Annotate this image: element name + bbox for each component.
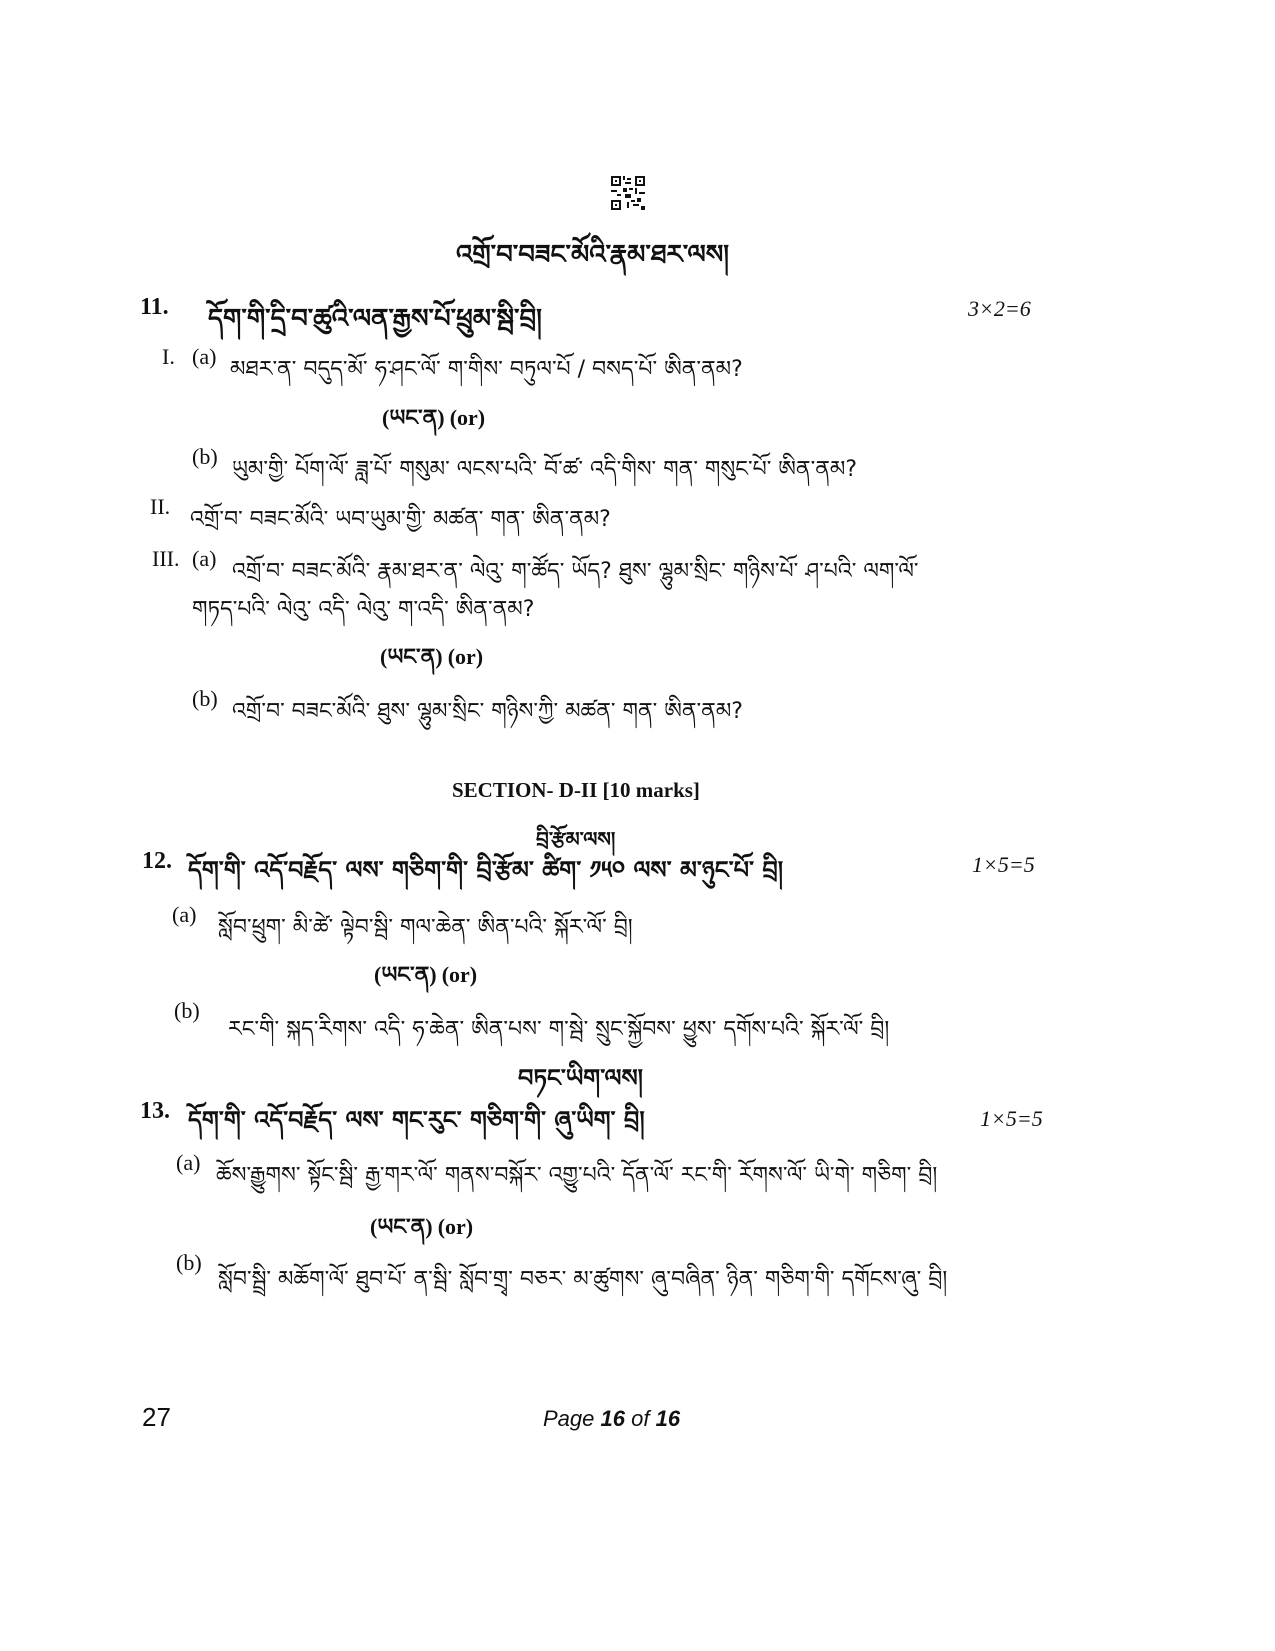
option-text-continued: གཏད་པའི་ ལེའུ་ འདི་ ལེའུ་ ག་འདི་ ཨིན་ནམ? <box>192 597 535 622</box>
option-text: སློབ་སྦྲི་ མཆོག་ལོ་ ཐུབ་པོ་ ན་སྦི་ སློབ་གྲྭ་ བཅར་ མ་ཚུགས་ ཞུ་བཞིན་ ཉིན་ གཅིག་གི་ དགོངས་ཞུ་ བྲི། <box>218 1267 948 1292</box>
qr-code-icon <box>611 176 645 210</box>
page-of: of <box>631 1406 650 1431</box>
option-text: སློབ་ཕྲུག་ མི་ཚེ་ ལྟེབ་སྦི་ གལ་ཆེན་ ཨིན་པའི་ སྐོར་ལོ་ བྲི། <box>218 915 633 940</box>
page-total: 16 <box>655 1406 681 1431</box>
or-divider: (ཡང་ན) (or) <box>380 644 484 669</box>
question-number: 13. <box>140 1098 170 1124</box>
question-number: 11. <box>140 294 169 320</box>
question-text: དོག་གི་ འདོ་བརྗོད་ ལས་ གང་རུང་ གཅིག་གི་ ཞུ་ཡིག་ བྲི། <box>188 1106 645 1134</box>
or-tibetan: ཡང་ན <box>387 644 436 669</box>
option-label: (a) <box>172 902 197 927</box>
option-label: (a) <box>176 1150 201 1175</box>
or-english: (or) <box>447 644 484 669</box>
paper-code: 27 <box>142 1402 171 1432</box>
question-text: དོག་གི་དྲི་བ་ཚུའི་ལན་རྒྱས་པོ་ཕྲུམ་སྦི་བྲི། <box>208 304 542 334</box>
page-number <box>543 1406 680 1432</box>
section-title: SECTION- D-II [10 marks] <box>452 778 700 802</box>
letter-heading: བཏང་ཡིག་ལས། <box>518 1064 643 1092</box>
subquestion-label: III. <box>152 546 180 571</box>
section-subheading: བྲི་རྩོམ་ལས། <box>536 827 616 851</box>
or-divider: (ཡང་ན) (or) <box>374 962 478 987</box>
option-text: ཡུམ་གྱི་ པོག་ལོ་ ཟླ་པོ་ གསུམ་ ལངས་པའི་ བོ་ཚ་ འདི་གིས་ གན་ གསུང་པོ་ ཨིན་ནམ? <box>232 457 858 482</box>
subquestion-text: འགྲོ་བ་ བཟང་མོའི་ ཡབ་ཡུམ་གྱི་ མཚན་ གན་ ཨིན་ནམ? <box>190 507 611 532</box>
option-label: (b) <box>176 1250 202 1275</box>
option-text: རང་གི་ སྐད་རིགས་ འདི་ ཧ་ཆེན་ ཨིན་པས་ ག་སྦེ་ སྲུང་སྐྱོབས་ ཕྱུས་ དགོས་པའི་ སྐོར་ལོ་ བྲི། <box>228 1017 890 1042</box>
or-divider: (ཡང་ན) (or) <box>370 1214 474 1239</box>
question-number: 12. <box>142 848 172 874</box>
subquestion-label: II. <box>150 494 171 519</box>
or-english: (or) <box>449 405 486 430</box>
marks: 1×5=5 <box>972 852 1035 877</box>
option-label: (a) <box>192 546 217 571</box>
option-text: མཐར་ན་ བདུད་མོ་ ཧ་ཤང་ལོ་ ག་གིས་ བཏུལ་པོ / བསད་པོ་ ཨིན་ནམ? <box>230 357 743 382</box>
or-tibetan: ཡང་ན <box>389 405 438 430</box>
option-label: (b) <box>192 444 218 469</box>
page-word: Page <box>543 1406 595 1431</box>
subquestion-label: I. <box>162 344 175 369</box>
or-tibetan: ཡང་ན <box>381 962 430 987</box>
page-current: 16 <box>600 1406 625 1431</box>
or-divider: (ཡང་ན) (or) <box>382 405 486 430</box>
or-english: (or) <box>441 962 478 987</box>
option-text: འགྲོ་བ་ བཟང་མོའི་ རྣམ་ཐར་ན་ ལེའུ་ ག་ཚོད་ ཡོད? ཐུས་ ལྷུམ་སྲིང་ གཉིས་པོ་ ཤ་པའི་ ལག་ལོ་ <box>232 559 919 584</box>
marks: 3×2=6 <box>968 296 1031 321</box>
option-text: འགྲོ་བ་ བཟང་མོའི་ ཐུས་ ལྷུམ་སྲིང་ གཉིས་ཀྱི་ མཚན་ གན་ ཨིན་ནམ? <box>232 699 743 724</box>
question-text: དོག་གི་ འདོ་བརྗོད་ ལས་ གཅིག་གི་ བྲི་རྩོམ་ ཚིག་ ༡༥༠ ལས་ མ་ཉུང་པོ་ བྲི། <box>188 856 784 884</box>
option-label: (a) <box>192 344 217 369</box>
part-heading: འགྲོ་བ་བཟང་མོའི་རྣམ་ཐར་ལས། <box>456 240 730 270</box>
option-text: ཆོས་རྒྱུགས་ སྟོང་སྦི་ རྒྱ་གར་ལོ་ གནས་བསྐོར་ འགྱུ་པའི་ དོན་ལོ་ རང་གི་ རོགས་ལོ་ ཡི་གེ་ གཅིག་ བྲི། <box>216 1163 938 1188</box>
option-label: (b) <box>192 686 218 711</box>
marks: 1×5=5 <box>980 1106 1043 1131</box>
or-tibetan: ཡང་ན <box>377 1214 426 1239</box>
option-label: (b) <box>174 998 200 1023</box>
or-english: (or) <box>437 1214 474 1239</box>
